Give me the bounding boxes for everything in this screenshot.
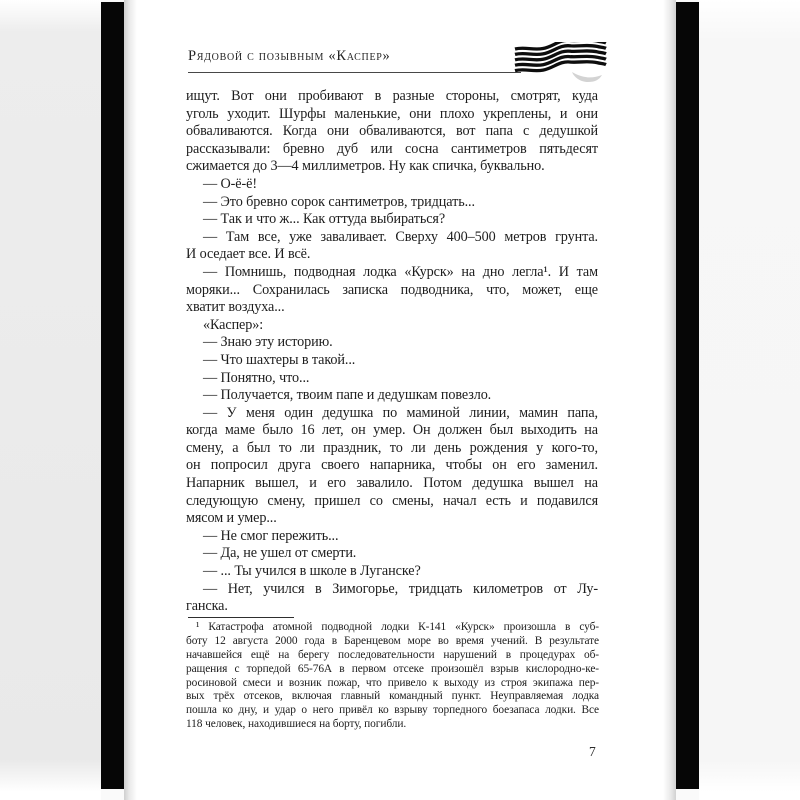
body-text-line: — У меня один дедушка по маминой линии, мамин папа, (203, 404, 598, 421)
footnote-line: вых трёх отсеков, включая главный командный пункт. Неуправляемая лодка (186, 690, 599, 703)
body-text-line: — Что шахтеры в такой... (203, 351, 356, 368)
body-text-line: следующую смену, пришел со смены, начал есть и подавился (186, 492, 598, 509)
body-text-line: — ... Ты учился в школе в Луганске? (203, 563, 421, 580)
scan-black-bar-left (101, 2, 124, 789)
body-text-line: ганска. (186, 598, 228, 615)
footnote-rule (188, 617, 294, 618)
body-text (186, 88, 598, 616)
body-text-line: обваливаются. Когда они обваливаются, вот папа с дедушкой (186, 123, 598, 140)
body-text-line: мясом и умер... (186, 510, 277, 527)
body-text-line: И оседает все. И всё. (186, 246, 311, 263)
page-edge-shadow-right (663, 0, 676, 800)
body-text-line: «Каспер»: (203, 316, 264, 333)
footnote-line: ращения с торпедой 65-76А в первом отсеке произошёл взрыв кислородно-ке- (186, 662, 599, 675)
scan-background-right (699, 0, 800, 800)
body-text-line: — Знаю эту историю. (203, 334, 333, 351)
body-text-line: когда маме было 16 лет, он умер. Он должен был выходить на (186, 422, 598, 439)
body-text-line: — О-ё-ё! (203, 175, 257, 192)
body-text-line: — Помнишь, подводная лодка «Курск» на дно легла¹. И там (203, 263, 598, 280)
body-text-line: — Это бревно сорок сантиметров, тридцать... (203, 193, 475, 210)
body-text-line: ищут. Вот они пробивают в разные стороны, смотрят, куда (186, 88, 598, 104)
body-text-line: Напарник вышел, и его завалило. Потом дедушка вышел на (186, 475, 598, 492)
body-text-line: — Так и что ж... Как оттуда выбираться? (203, 211, 446, 228)
book-page (137, 0, 663, 800)
page-content (186, 0, 598, 800)
body-text-line: уголь уходит. Шурфы маленькие, они плохо укреплены, и они (186, 105, 598, 122)
body-text-line: — Да, не ушел от смерти. (203, 545, 357, 562)
body-text-line: сжимается до 3—4 миллиметров. Ну как спичка, буквально. (186, 158, 545, 175)
body-text-line: — Понятно, что... (203, 369, 310, 386)
footnote-line: начавшейся ещё на берегу последовательности нарушений в процедурах об- (186, 648, 599, 661)
scan-black-bar-right (676, 2, 699, 789)
footnote-line: росиновой смеси и возник пожар, что привело к выходу из строя экипажа пер- (186, 676, 599, 689)
body-text-line: — Получается, твоим папе и дедушкам повезло. (203, 387, 492, 404)
page-number: 7 (589, 744, 596, 759)
page-edge-shadow-left (124, 0, 137, 800)
body-text-line: — Там все, уже заваливает. Сверху 400–500 метров грунта. (203, 228, 598, 245)
body-text-line: моряки... Сохранилась записка подводника, что, может, еще (186, 281, 598, 298)
footnote (186, 621, 599, 732)
footnote-line: пошла ко дну, и удар о него привёл ко взрыву торпедного боезапаса лодки. Все (186, 704, 599, 717)
body-text-line: — Не смог пережить... (203, 527, 339, 544)
body-text-line: он попросил друга своего напарника, чтобы он его заменил. (186, 457, 598, 474)
body-text-line: — Нет, учился в Зимогорье, тридцать километров от Лу- (203, 580, 598, 597)
scan-background-left (0, 0, 101, 800)
footnote-line: боту 12 августа 2000 года в Баренцевом море во время учений. В результате (186, 634, 599, 647)
body-text-line: хватит воздуха... (186, 299, 285, 316)
running-header-title: Рядовой с позывным «Каспер» (188, 48, 391, 64)
header-rule (188, 72, 521, 73)
saint-george-ribbon-icon (512, 42, 612, 84)
body-text-line: смену, а был то ли праздник, то ли день рождения у кого-то, (186, 439, 598, 456)
footnote-line: ¹ Катастрофа атомной подводной лодки К-141 «Курск» произошла в суб- (196, 621, 599, 633)
body-text-line: рассказывали: бревно дуб или сосна сантиметров пятьдесят (186, 140, 598, 157)
footnote-line: 118 человек, находившиеся на борту, погибли. (186, 718, 407, 731)
